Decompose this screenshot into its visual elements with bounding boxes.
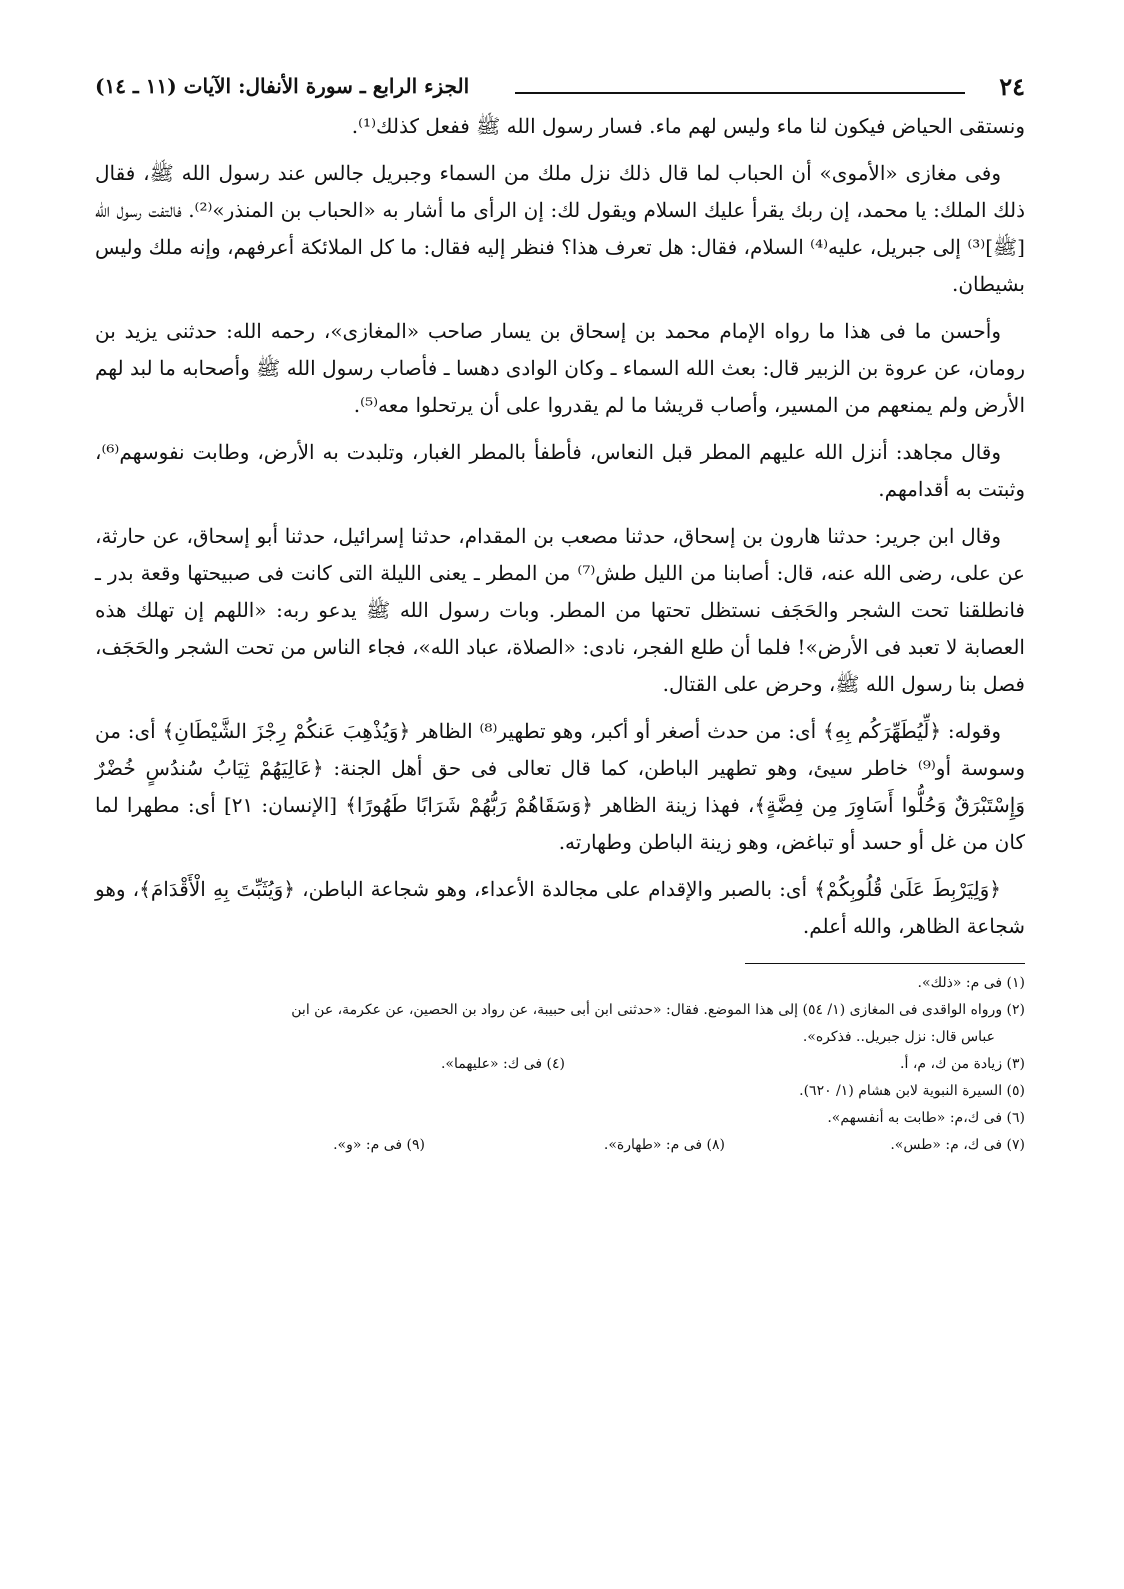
- footnote: (٣) زيادة من ك، م، أ.: [900, 1056, 1025, 1072]
- paragraph: وقوله: ﴿لِّيُطَهِّرَكُم بِهِ﴾ أى: من حدث أصغر أو أكبر، وهو تطهير⁽⁸⁾ الظاهر ﴿وَيُذْهِبَ عَنكُمْ رِجْزَ الشَّيْطَانِ﴾ أى: من وسوسة أو⁽⁹⁾ خاطر سيئ، وهو تطهير الباطن، كما قال تعالى فى حق أهل الجنة: ﴿عَالِيَهُمْ ثِيَابُ سُندُسٍ خُضْرٌ وَإِسْتَبْرَقٌ وَحُلُّوا أَسَاوِرَ مِن فِضَّةٍ﴾، فهذا زينة الظاهر ﴿وَسَقَاهُمْ رَبُّهُمْ شَرَابًا طَهُورًا﴾ [الإنسان: ٢١] أى: مطهرا لما كان من غل أو حسد أو تباغض، وهو زينة الباطن وطهارته.: [95, 719, 1025, 854]
- paragraph: وقال مجاهد: أنزل الله عليهم المطر قبل النعاس، فأطفأ بالمطر الغبار، وتلبدت به الأرض، وطابت نفوسهم⁽⁶⁾، وثبتت به أقدامهم.: [95, 440, 1025, 501]
- footnote: (٦) فى ك،م: «طابت به أنفسهم».: [827, 1110, 1025, 1126]
- paragraph: ونستقى الحياض فيكون لنا ماء وليس لهم ماء. فسار رسول الله ﷺ ففعل كذلك⁽¹⁾.: [351, 114, 1025, 138]
- footnote: (٩) فى م: «و».: [333, 1137, 425, 1153]
- footnote: (٢) ورواه الواقدى فى المغازى (١/ ٥٤) إلى هذا الموضع. فقال: «حدثنى ابن أبى حبيبة، عن رواد بن الحصين، عن عكرمة، عن ابن: [291, 1002, 1025, 1018]
- footnote-row: [95, 1132, 1025, 1159]
- footnote: (٥) السيرة النبوية لابن هشام (١/ ٦٢٠).: [799, 1083, 1025, 1099]
- footnote: (٤) فى ك: «عليهما».: [440, 1056, 565, 1072]
- running-title: الجزء الرابع ـ سورة الأنفال: الآيات (١١ ـ ١٤): [95, 74, 470, 98]
- footnotes: [95, 970, 1025, 1159]
- page-header: [95, 72, 1025, 108]
- header-rule: [515, 92, 965, 94]
- paragraph: وقال ابن جرير: حدثنا هارون بن إسحاق، حدثنا مصعب بن المقدام، حدثنا إسرائيل، حدثنا أبو إسحاق، عن حارثة، عن على، رضى الله عنه، قال: أصابنا من الليل طش⁽⁷⁾ من المطر ـ يعنى الليلة التى كانت فى صبيحتها وقعة بدر ـ فانطلقنا تحت الشجر والحَجَف نستظل تحتها من المطر. وبات رسول الله ﷺ يدعو ربه: «اللهم إن تهلك هذه العصابة لا تعبد فى الأرض»! فلما أن طلع الفجر، نادى: «الصلاة، عباد الله»، فجاء الناس من تحت الشجر والحَجَف، فصل بنا رسول الله ﷺ، وحرض على القتال.: [95, 524, 1025, 696]
- paragraph: ﴿وَلِيَرْبِطَ عَلَىٰ قُلُوبِكُمْ﴾ أى: بالصبر والإقدام على مجالدة الأعداء، وهو شجاعة الباطن، ﴿وَيُثَبِّتَ بِهِ الْأَقْدَامَ﴾، وهو شجاعة الظاهر، والله أعلم.: [95, 877, 1025, 938]
- footnote: (٧) فى ك، م: «طس».: [890, 1137, 1025, 1153]
- paragraph: وأحسن ما فى هذا ما رواه الإمام محمد بن إسحاق بن يسار صاحب «المغازى»، رحمه الله: حدثنى يزيد بن رومان، عن عروة بن الزبير قال: بعث الله السماء ـ وكان الوادى دهسا ـ فأصاب رسول الله ﷺ وأصحابه ما لبد لهم الأرض ولم يمنعهم من المسير، وأصاب قريشا ما لم يقدروا على أن يرتحلوا معه⁽⁵⁾.: [95, 319, 1025, 417]
- footnote: (١) فى م: «ذلك».: [917, 975, 1025, 991]
- footnote-continuation: عباس قال: نزل جبريل.. فذكره».: [802, 1029, 995, 1045]
- main-text: [95, 108, 1025, 945]
- book-page: [95, 72, 1025, 1159]
- footnote: (٨) فى م: «طهارة».: [603, 1137, 725, 1153]
- paragraph: وفى مغازى «الأموى» أن الحباب لما قال ذلك نزل ملك من السماء وجبريل جالس عند رسول الله ﷺ، فقال ذلك الملك: يا محمد، إن ربك يقرأ عليك السلام ويقول لك: إن الرأى ما أشار به «الحباب بن المنذر»⁽²⁾. فالتفت رسول الله [ﷺ]⁽³⁾ إلى جبريل، عليه⁽⁴⁾ السلام، فقال: هل تعرف هذا؟ فنظر إليه فقال: ما كل الملائكة أعرفهم، وإنه ملك وليس بشيطان.: [95, 161, 1025, 296]
- page-number: ٢٤: [999, 72, 1025, 101]
- footnotes-rule: [745, 963, 1025, 964]
- footnote-row: [95, 1051, 1025, 1078]
